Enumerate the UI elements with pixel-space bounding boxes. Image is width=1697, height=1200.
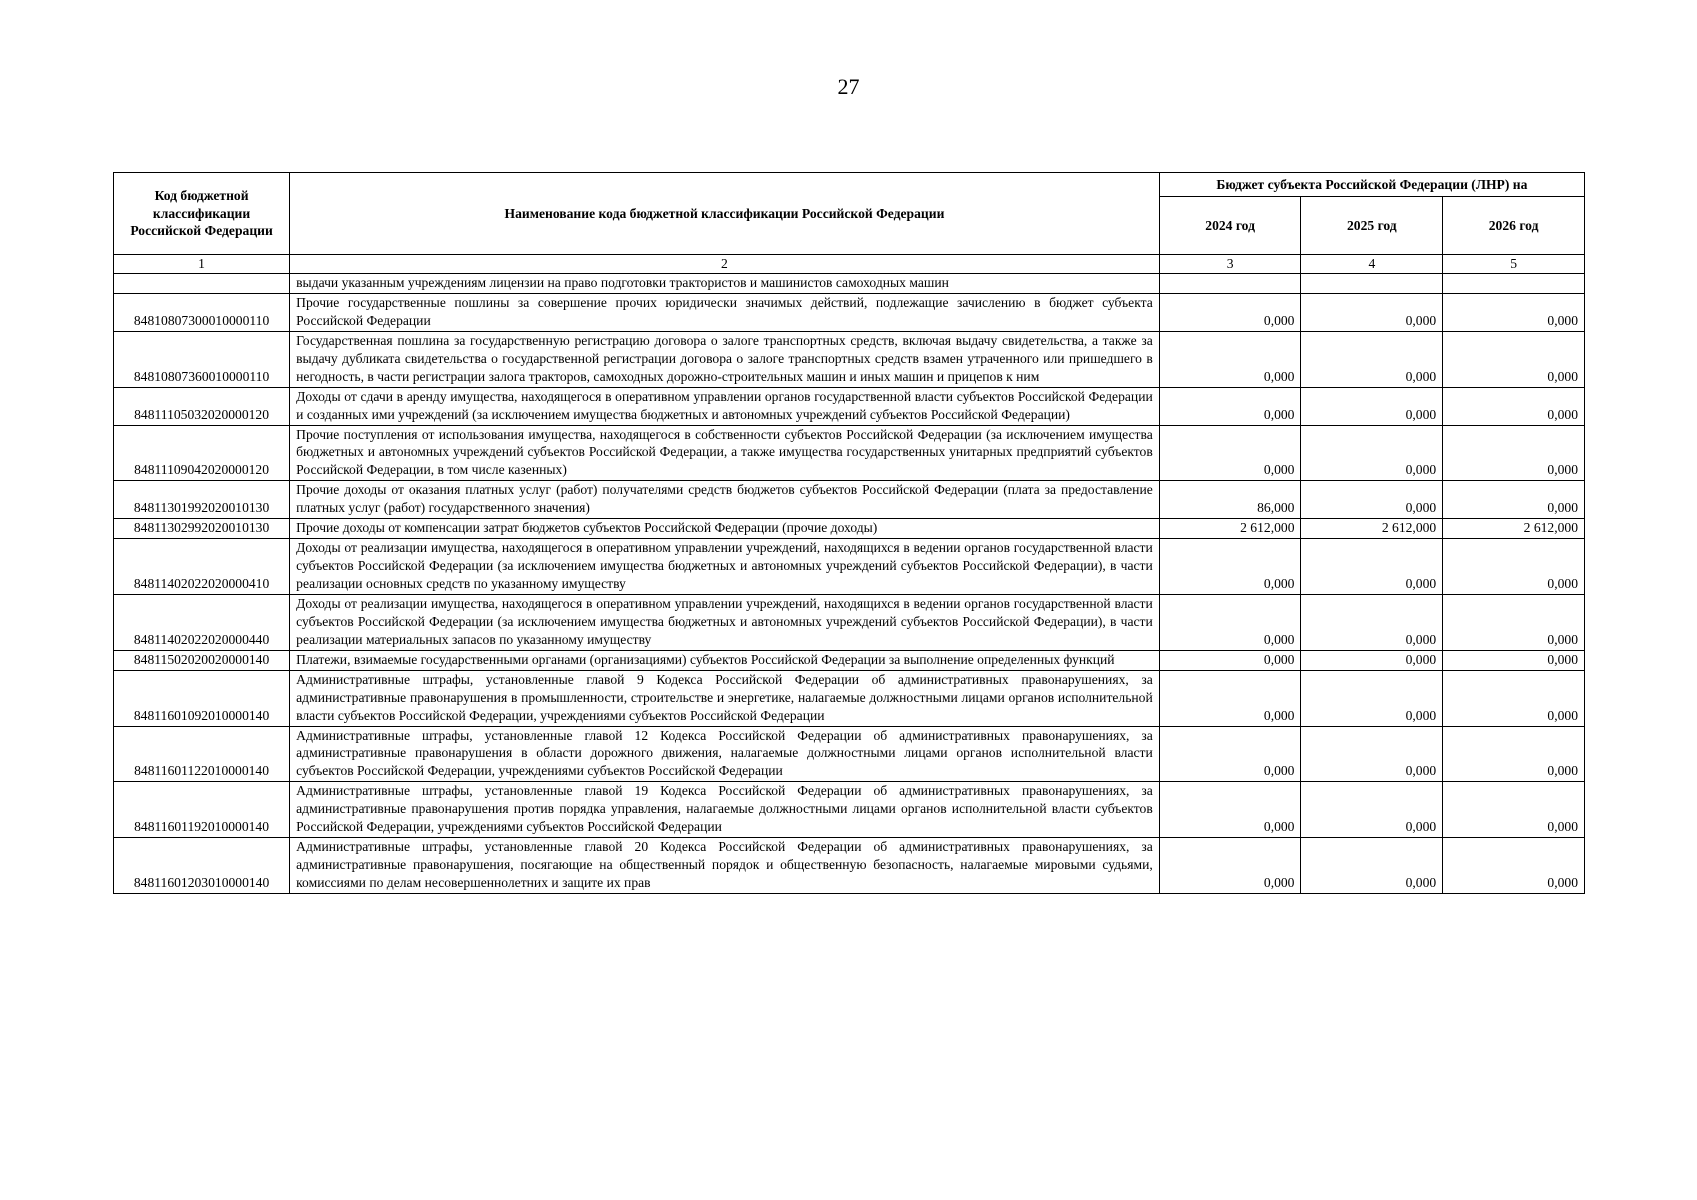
table-row [114, 274, 1585, 294]
table-row [114, 539, 1585, 595]
name-cell: Прочие поступления от использования имущества, находящегося в собственности субъектов Российской Федерации (за исключением имущества бюджетных и автономных учреждений субъектов Российской Федерации, а также имущества государственных унитарных предприятий субъектов Российской Федерации, в том числе казенных) [290, 425, 1160, 481]
table-row [114, 782, 1585, 838]
value-2026-cell: 0,000 [1443, 425, 1585, 481]
value-2026-cell: 0,000 [1443, 838, 1585, 894]
code-cell: 84811109042020000120 [114, 425, 290, 481]
value-2024-cell: 0,000 [1159, 425, 1301, 481]
code-cell: 84811601192010000140 [114, 782, 290, 838]
table-row [114, 519, 1585, 539]
table-row [114, 594, 1585, 650]
value-2025-cell: 0,000 [1301, 594, 1443, 650]
table-row [114, 387, 1585, 425]
value-2024-cell: 0,000 [1159, 539, 1301, 595]
name-cell: Административные штрафы, установленные главой 20 Кодекса Российской Федерации об административных правонарушениях, за административные правонарушения, посягающие на общественный порядок и общественную безопасность, налагаемые мировыми судьями, комиссиями по делам несовершеннолетних и защите их прав [290, 838, 1160, 894]
value-2025-cell: 0,000 [1301, 425, 1443, 481]
value-2025-cell: 0,000 [1301, 650, 1443, 670]
code-cell: 84811302992020010130 [114, 519, 290, 539]
value-2026-cell: 0,000 [1443, 594, 1585, 650]
header-budget-group: Бюджет субъекта Российской Федерации (ЛНР) на [1159, 173, 1584, 197]
code-cell: 84811502020020000140 [114, 650, 290, 670]
table-row [114, 838, 1585, 894]
code-cell: 84811301992020010130 [114, 481, 290, 519]
col-number-4: 4 [1301, 255, 1443, 274]
value-2024-cell: 0,000 [1159, 670, 1301, 726]
name-cell: выдачи указанным учреждениям лицензии на право подготовки трактористов и машинистов самоходных машин [290, 274, 1160, 294]
header-code: Код бюджетной классификации Российской Федерации [114, 173, 290, 255]
col-number-1: 1 [114, 255, 290, 274]
value-2024-cell: 0,000 [1159, 293, 1301, 331]
name-cell: Административные штрафы, установленные главой 9 Кодекса Российской Федерации об административных правонарушениях, за административные правонарушения в промышленности, строительстве и энергетике, налагаемые должностными лицами органов исполнительной власти субъектов Российской Федерации, учреждениями субъектов Российской Федерации [290, 670, 1160, 726]
header-year-2024: 2024 год [1159, 197, 1301, 255]
value-2026-cell: 0,000 [1443, 539, 1585, 595]
name-cell: Прочие доходы от компенсации затрат бюджетов субъектов Российской Федерации (прочие доходы) [290, 519, 1160, 539]
value-2025-cell: 0,000 [1301, 331, 1443, 387]
value-2024-cell: 0,000 [1159, 331, 1301, 387]
name-cell: Доходы от сдачи в аренду имущества, находящегося в оперативном управлении органов государственной власти субъектов Российской Федерации и созданных ими учреждений (за исключением имущества бюджетных и автономных учреждений субъектов Российской Федерации) [290, 387, 1160, 425]
table-row [114, 650, 1585, 670]
value-2024-cell: 0,000 [1159, 387, 1301, 425]
header-name: Наименование кода бюджетной классификации Российской Федерации [290, 173, 1160, 255]
value-2024-cell: 0,000 [1159, 838, 1301, 894]
col-number-5: 5 [1443, 255, 1585, 274]
value-2024-cell [1159, 274, 1301, 294]
code-cell: 84811105032020000120 [114, 387, 290, 425]
budget-revenue-table [113, 172, 1585, 894]
code-cell: 84810807360010000110 [114, 331, 290, 387]
page-number: 27 [837, 74, 860, 99]
value-2025-cell: 0,000 [1301, 670, 1443, 726]
value-2025-cell: 0,000 [1301, 539, 1443, 595]
header-year-2026: 2026 год [1443, 197, 1585, 255]
value-2026-cell: 0,000 [1443, 650, 1585, 670]
code-cell: 84810807300010000110 [114, 293, 290, 331]
value-2025-cell: 0,000 [1301, 293, 1443, 331]
value-2026-cell: 0,000 [1443, 670, 1585, 726]
value-2024-cell: 0,000 [1159, 650, 1301, 670]
col-number-2: 2 [290, 255, 1160, 274]
value-2024-cell: 86,000 [1159, 481, 1301, 519]
name-cell: Административные штрафы, установленные главой 19 Кодекса Российской Федерации об административных правонарушениях, за административные правонарушения против порядка управления, налагаемые должностными лицами органов исполнительной власти субъектов Российской Федерации, учреждениями субъектов Российской Федерации [290, 782, 1160, 838]
name-cell: Платежи, взимаемые государственными органами (организациями) субъектов Российской Федерации за выполнение определенных функций [290, 650, 1160, 670]
value-2026-cell: 2 612,000 [1443, 519, 1585, 539]
table-row [114, 425, 1585, 481]
value-2025-cell: 0,000 [1301, 838, 1443, 894]
value-2024-cell: 2 612,000 [1159, 519, 1301, 539]
value-2025-cell: 0,000 [1301, 726, 1443, 782]
value-2026-cell: 0,000 [1443, 387, 1585, 425]
value-2026-cell: 0,000 [1443, 726, 1585, 782]
header-year-2025: 2025 год [1301, 197, 1443, 255]
code-cell: 84811402022020000410 [114, 539, 290, 595]
value-2026-cell: 0,000 [1443, 782, 1585, 838]
code-cell: 84811601122010000140 [114, 726, 290, 782]
table-row [114, 726, 1585, 782]
name-cell: Прочие государственные пошлины за совершение прочих юридически значимых действий, подлежащие зачислению в бюджет субъекта Российской Федерации [290, 293, 1160, 331]
code-cell: 84811601203010000140 [114, 838, 290, 894]
name-cell: Доходы от реализации имущества, находящегося в оперативном управлении учреждений, находящихся в ведении органов государственной власти субъектов Российской Федерации (за исключением имущества бюджетных и автономных учреждений субъектов Российской Федерации), в части реализации основных средств по указанному имуществу [290, 539, 1160, 595]
table-row [114, 331, 1585, 387]
table-row [114, 481, 1585, 519]
code-cell: 84811402022020000440 [114, 594, 290, 650]
value-2026-cell [1443, 274, 1585, 294]
value-2025-cell: 0,000 [1301, 481, 1443, 519]
value-2024-cell: 0,000 [1159, 594, 1301, 650]
value-2025-cell: 2 612,000 [1301, 519, 1443, 539]
table-row [114, 293, 1585, 331]
name-cell: Административные штрафы, установленные главой 12 Кодекса Российской Федерации об административных правонарушениях, за административные правонарушения в области дорожного движения, налагаемые должностными лицами органов исполнительной власти субъектов Российской Федерации, учреждениями субъектов Российской Федерации [290, 726, 1160, 782]
value-2026-cell: 0,000 [1443, 331, 1585, 387]
value-2024-cell: 0,000 [1159, 726, 1301, 782]
name-cell: Государственная пошлина за государственную регистрацию договора о залоге транспортных средств, включая выдачу свидетельства, а также за выдачу дубликата свидетельства о государственной регистрации договора о залоге транспортных средств взамен утраченного или пришедшего в негодность, в части регистрации залога тракторов, самоходных дорожно-строительных машин и иных машин и прицепов к ним [290, 331, 1160, 387]
value-2026-cell: 0,000 [1443, 481, 1585, 519]
name-cell: Прочие доходы от оказания платных услуг (работ) получателями средств бюджетов субъектов Российской Федерации (плата за предоставление платных услуг (работ) государственного значения) [290, 481, 1160, 519]
value-2026-cell: 0,000 [1443, 293, 1585, 331]
value-2025-cell: 0,000 [1301, 387, 1443, 425]
code-cell: 84811601092010000140 [114, 670, 290, 726]
code-cell [114, 274, 290, 294]
value-2025-cell [1301, 274, 1443, 294]
col-number-3: 3 [1159, 255, 1301, 274]
name-cell: Доходы от реализации имущества, находящегося в оперативном управлении учреждений, находящихся в ведении органов государственной власти субъектов Российской Федерации (за исключением имущества бюджетных и автономных учреждений субъектов Российской Федерации), в части реализации материальных запасов по указанному имуществу [290, 594, 1160, 650]
value-2024-cell: 0,000 [1159, 782, 1301, 838]
value-2025-cell: 0,000 [1301, 782, 1443, 838]
table-row [114, 670, 1585, 726]
